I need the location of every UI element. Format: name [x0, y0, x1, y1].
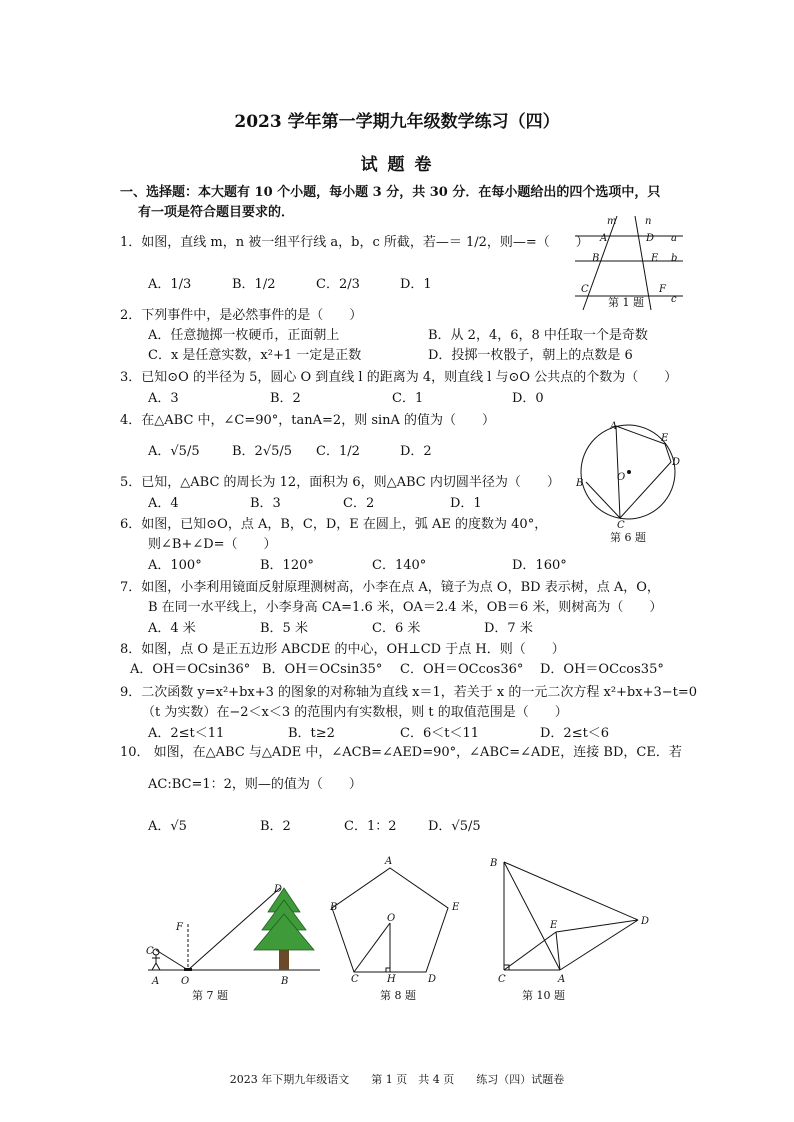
fig10-label-a: A — [558, 974, 566, 985]
fig7-label-a: A — [152, 976, 160, 987]
q4-option-b: B．2√5/5 — [232, 444, 293, 459]
q5-option-d: D．1 — [450, 496, 482, 511]
fig10-label-b: B — [490, 858, 498, 869]
figure-1 — [565, 214, 685, 314]
figure-8 — [326, 856, 466, 1006]
fig1-label-e-point: E — [651, 253, 659, 264]
tree-icon — [254, 888, 314, 970]
q10-stem-line1: 10． 如图，在△ABC 与△ADE 中，∠ACB=∠AED=90°，∠ABC=∠ADE，连接 BD，CE．若 — [120, 745, 682, 760]
q2-option-c: C．x 是任意实数，x²+1 一定是正数 — [148, 348, 362, 363]
section-heading-line2: 有一项是符合题目要求的． — [138, 205, 295, 220]
q7-option-d: D．7 米 — [484, 621, 533, 636]
figure-6 — [568, 416, 688, 546]
fig8-label-c: C — [351, 974, 359, 985]
q4-option-c: C．1/2 — [316, 444, 360, 459]
q5-option-b: B．3 — [250, 496, 281, 511]
fig8-label-h: H — [387, 974, 396, 985]
q8-option-d: D．OH＝OCcos35° — [540, 662, 664, 677]
q4-stem: 4．在△ABC 中，∠C=90°，tanA=2，则 sinA 的值为（ ） — [120, 413, 496, 428]
q2-stem: 2．下列事件中，是必然事件的是（ ） — [120, 308, 363, 323]
page-subtitle: 试 题 卷 — [360, 155, 434, 175]
fig8-label-a: A — [385, 856, 393, 867]
fig8-label-d: D — [428, 974, 437, 985]
q7-stem-line1: 7．如图，小李利用镜面反射原理测树高，小李在点 A，镜子为点 O，BD 表示树，点 A，O， — [120, 580, 660, 595]
q7-option-c: C．6 米 — [372, 621, 421, 636]
fig10-label-d: D — [641, 916, 650, 927]
section-heading-line1: 一、选择题：本大题有 10 个小题，每小题 3 分，共 30 分．在每小题给出的四个选项中，只 — [120, 185, 661, 200]
q1-stem: 1．如图，直线 m，n 被一组平行线 a，b，c 所截，若—＝ 1/2，则—=（ ） — [120, 235, 589, 250]
fig7-label-o: O — [181, 976, 190, 987]
q4-option-d: D．2 — [400, 444, 432, 459]
q10-option-a: A．√5 — [148, 819, 187, 834]
q1-option-b: B．1/2 — [232, 277, 276, 292]
q6-option-c: C．140° — [372, 558, 427, 573]
q9-stem-line1: 9．二次函数 y=x²+bx+3 的图象的对称轴为直线 x＝1，若关于 x 的一元二次方程 x²+bx+3−t=0 — [120, 685, 698, 700]
fig10-caption: 第 10 题 — [522, 989, 565, 1002]
q7-option-a: A．4 米 — [148, 621, 196, 636]
fig6-label-c: C — [617, 520, 625, 531]
q10-option-c: C．1：2 — [344, 819, 397, 834]
q6-stem-line1: 6．如图，已知⊙O，点 A，B，C，D，E 在圆上，弧 AE 的度数为 40°， — [120, 517, 548, 532]
q9-option-a: A．2≤t＜11 — [148, 726, 225, 741]
q5-option-c: C．2 — [343, 496, 375, 511]
fig7-label-d: D — [274, 884, 283, 895]
fig10-label-e: E — [550, 920, 558, 931]
q1-option-d: D．1 — [400, 277, 432, 292]
figure-7 — [140, 878, 340, 1003]
q1-option-a: A．1/3 — [148, 277, 192, 292]
q6-stem-line2: 则∠B+∠D=（ ） — [148, 537, 277, 552]
q2-option-d: D．投掷一枚骰子，朝上的点数是 6 — [428, 348, 633, 363]
q3-option-a: A．3 — [148, 391, 179, 406]
fig6-label-o: O — [617, 472, 626, 483]
q3-option-c: C．1 — [392, 391, 424, 406]
fig1-label-a-line: a — [671, 233, 677, 244]
fig6-label-e: E — [661, 433, 669, 444]
fig1-label-b-point: B — [592, 253, 600, 264]
fig8-label-o: O — [387, 913, 396, 924]
q6-option-d: D．160° — [512, 558, 567, 573]
fig1-label-m: m — [607, 216, 617, 227]
q2-option-a: A．任意抛掷一枚硬币，正面朝上 — [148, 328, 340, 343]
fig1-label-n: n — [645, 216, 652, 227]
fig10-label-c: C — [498, 974, 506, 985]
q3-option-b: B．2 — [270, 391, 301, 406]
page-footer: 2023 年下期九年级语文 第 1 页 共 4 页 练习（四）试题卷 — [229, 1073, 565, 1086]
q1-option-c: C．2/3 — [316, 277, 360, 292]
fig1-label-b-line: b — [671, 253, 678, 264]
fig6-label-b: B — [576, 478, 584, 489]
q5-option-a: A．4 — [148, 496, 179, 511]
fig1-label-a-point: A — [600, 233, 608, 244]
page-title: 2023 学年第一学期九年级数学练习（四） — [234, 112, 560, 132]
fig6-caption: 第 6 题 — [610, 531, 646, 544]
q8-option-c: C．OH＝OCcos36° — [400, 662, 524, 677]
fig1-caption: 第 1 题 — [608, 296, 644, 309]
q7-option-b: B．5 米 — [260, 621, 308, 636]
fig1-label-f-point: F — [659, 284, 666, 295]
q6-option-b: B．120° — [260, 558, 314, 573]
q2-option-b: B．从 2，4，6，8 中任取一个是奇数 — [428, 328, 648, 343]
fig7-label-f: F — [176, 922, 183, 933]
fig7-label-b: B — [281, 976, 289, 987]
fig8-caption: 第 8 题 — [380, 989, 416, 1002]
q10-stem-line2: AC:BC=1：2，则—的值为（ ） — [148, 777, 362, 792]
fig6-label-a: A — [610, 421, 618, 432]
fig7-caption: 第 7 题 — [192, 989, 228, 1002]
q7-stem-line2: B 在同一水平线上，小李身高 CA=1.6 米，OA＝2.4 米，OB＝6 米，则树高为（ ） — [148, 600, 663, 615]
fig8-label-e: E — [452, 902, 460, 913]
fig6-label-d: D — [672, 457, 681, 468]
q9-stem-line2: （t 为实数）在−2＜x＜3 的范围内有实数根，则 t 的取值范围是（ ） — [142, 705, 568, 720]
fig1-label-c-point: C — [581, 284, 589, 295]
fig1-label-c-line: c — [671, 294, 677, 305]
q10-option-d: D．√5/5 — [428, 819, 481, 834]
q8-option-a: A．OH＝OCsin36° — [130, 662, 251, 677]
q9-option-b: B．t≥2 — [288, 726, 335, 741]
fig1-label-d-point: D — [646, 233, 655, 244]
q9-option-d: D．2≤t＜6 — [540, 726, 610, 741]
q8-stem: 8．如图，点 O 是正五边形 ABCDE 的中心，OH⊥CD 于点 H．则（ ） — [120, 642, 565, 657]
q5-stem: 5．已知，△ABC 的周长为 12，面积为 6，则△ABC 内切圆半径为（ ） — [120, 475, 560, 490]
fig8-label-b: B — [330, 902, 338, 913]
q8-option-b: B．OH＝OCsin35° — [262, 662, 383, 677]
q4-option-a: A．√5/5 — [148, 444, 200, 459]
fig7-label-c: C — [146, 946, 154, 957]
q6-option-a: A．100° — [148, 558, 202, 573]
q9-option-c: C．6＜t＜11 — [400, 726, 479, 741]
figure-10 — [484, 852, 664, 1006]
q10-option-b: B．2 — [260, 819, 291, 834]
q3-stem: 3．已知⊙O 的半径为 5，圆心 O 到直线 l 的距离为 4，则直线 l 与⊙O 公共点的个数为（ ） — [120, 370, 678, 385]
q3-option-d: D．0 — [512, 391, 544, 406]
